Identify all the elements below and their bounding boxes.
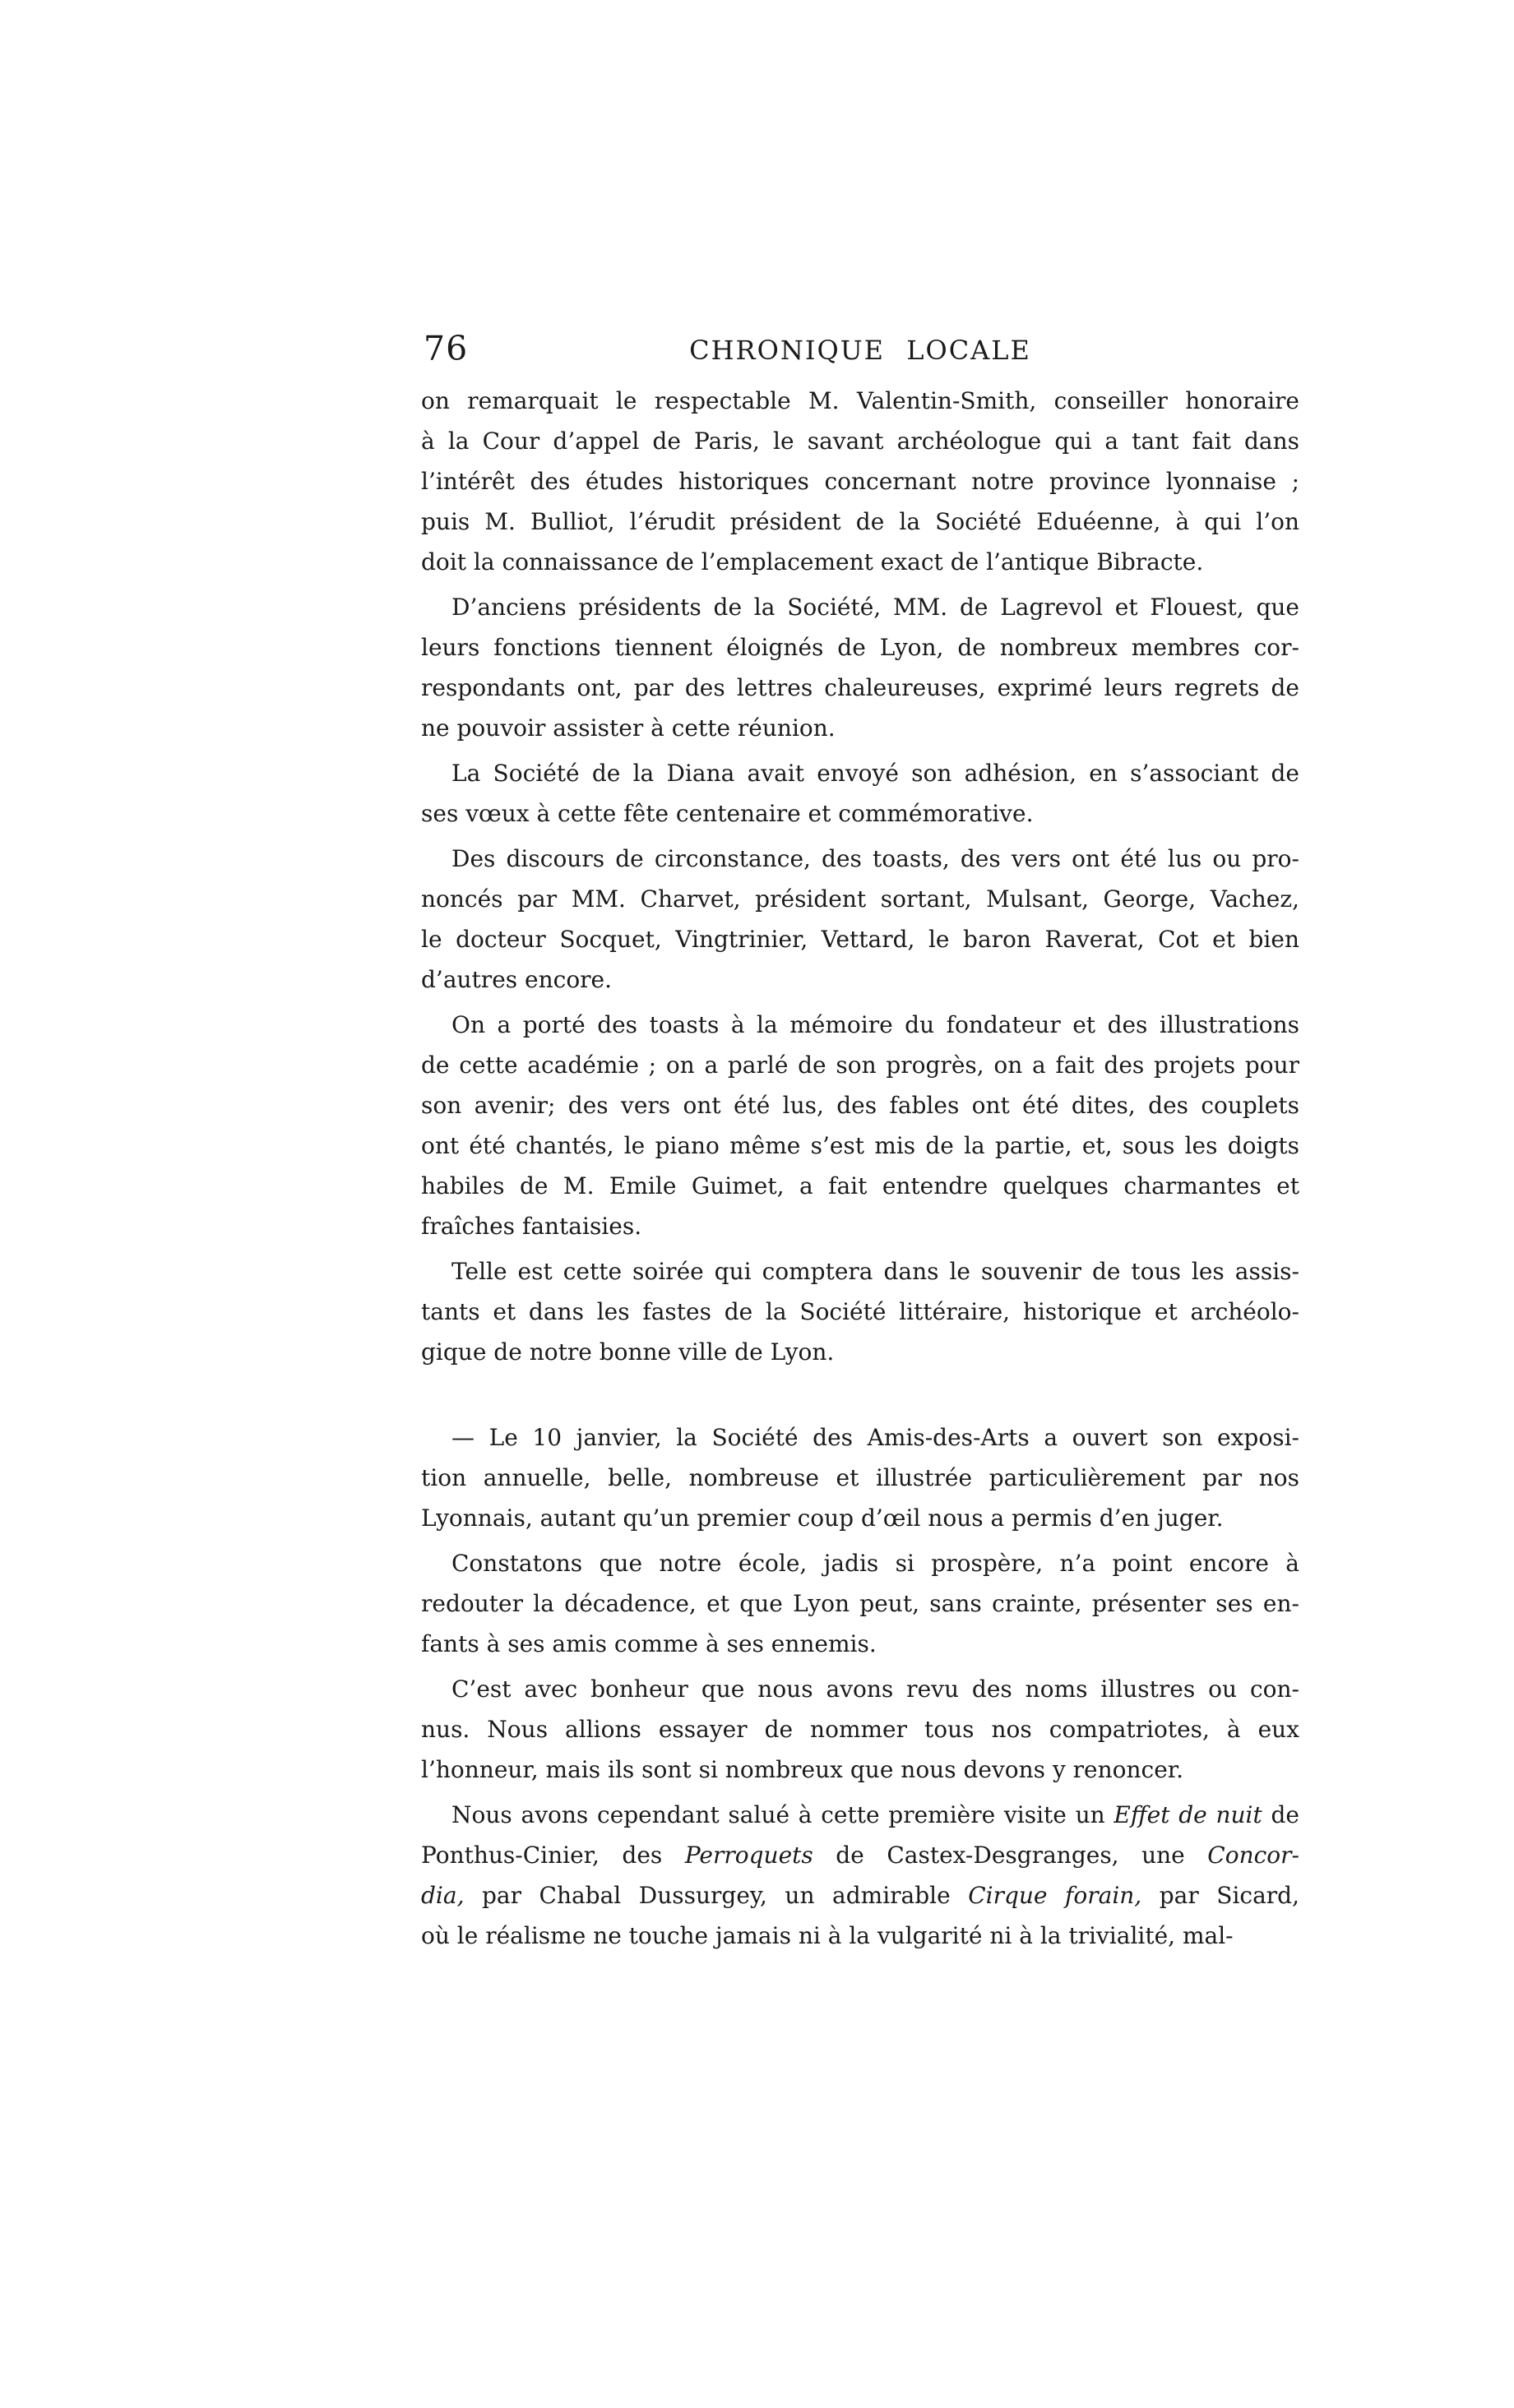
page-number: 76 bbox=[424, 329, 469, 368]
text-line: on remarquait le respectable M. Valentin-Smith, conseiller honoraire bbox=[421, 387, 1299, 414]
text-line: ne pouvoir assister à cette réunion. bbox=[421, 714, 836, 742]
paragraph bbox=[421, 1669, 1299, 1790]
text-line: — Le 10 janvier, la Société des Amis-des-Arts a ouvert son exposi- bbox=[451, 1424, 1299, 1451]
text-line: redouter la décadence, et que Lyon peut, sans crainte, présenter ses en- bbox=[421, 1590, 1299, 1617]
paragraph bbox=[421, 1251, 1299, 1372]
text-line: Ponthus-Cinier, des Perroquets de Castex-Desgranges, une Concor- bbox=[421, 1842, 1299, 1869]
text-line: dia, par Chabal Dussurgey, un admirable Cirque forain, par Sicard, bbox=[421, 1882, 1299, 1909]
text-line: habiles de M. Emile Guimet, a fait entendre quelques charmantes et bbox=[421, 1172, 1299, 1199]
text-line: l’intérêt des études historiques concernant notre province lyonnaise ; bbox=[421, 468, 1299, 495]
text-line: Nous avons cependant salué à cette première visite un Effet de nuit de bbox=[451, 1801, 1299, 1828]
running-header-title: CHRONIQUE LOCALE bbox=[689, 335, 1031, 366]
text-line: à la Cour d’appel de Paris, le savant archéologue qui a tant fait dans bbox=[421, 428, 1299, 455]
paragraph bbox=[421, 1005, 1299, 1246]
text-line: puis M. Bulliot, l’érudit président de la Société Eduéenne, à qui l’on bbox=[421, 508, 1299, 535]
paragraph bbox=[421, 1795, 1299, 1956]
text-line: où le réalisme ne touche jamais ni à la vulgarité ni à la trivialité, mal- bbox=[421, 1922, 1234, 1949]
text-line: doit la connaissance de l’emplacement exact de l’antique Bibracte. bbox=[421, 548, 1204, 575]
paragraph bbox=[421, 587, 1299, 748]
text-line: son avenir; des vers ont été lus, des fables ont été dites, des couplets bbox=[421, 1092, 1299, 1119]
text-line: gique de notre bonne ville de Lyon. bbox=[421, 1338, 835, 1366]
text-line: On a porté des toasts à la mémoire du fondateur et des illustrations bbox=[451, 1011, 1299, 1038]
text-line: ont été chantés, le piano même s’est mis de la partie, et, sous les doigts bbox=[421, 1132, 1299, 1159]
paragraph bbox=[421, 753, 1299, 834]
paragraph bbox=[421, 839, 1299, 1000]
text-line: C’est avec bonheur que nous avons revu des noms illustres ou con- bbox=[451, 1675, 1299, 1703]
text-line: de cette académie ; on a parlé de son progrès, on a fait des projets pour bbox=[421, 1051, 1299, 1079]
text-line: Des discours de circonstance, des toasts, des vers ont été lus ou pro- bbox=[451, 845, 1299, 872]
text-line: ses vœux à cette fête centenaire et commémorative. bbox=[421, 800, 1034, 827]
text-line: tants et dans les fastes de la Société littéraire, historique et archéolo- bbox=[421, 1298, 1299, 1325]
text-line: leurs fonctions tiennent éloignés de Lyon, de nombreux membres cor- bbox=[421, 634, 1299, 661]
text-line: fants à ses amis comme à ses ennemis. bbox=[421, 1630, 877, 1657]
text-line: nus. Nous allions essayer de nommer tous nos compatriotes, à eux bbox=[421, 1716, 1299, 1743]
text-line: Telle est cette soirée qui comptera dans le souvenir de tous les assis- bbox=[451, 1258, 1299, 1285]
text-line: noncés par MM. Charvet, président sortant, Mulsant, George, Vachez, bbox=[421, 885, 1299, 913]
text-line: respondants ont, par des lettres chaleureuses, exprimé leurs regrets de bbox=[421, 674, 1299, 701]
paragraph bbox=[421, 381, 1299, 582]
text-line: La Société de la Diana avait envoyé son adhésion, en s’associant de bbox=[451, 760, 1299, 787]
text-line: D’anciens présidents de la Société, MM. de Lagrevol et Flouest, que bbox=[451, 594, 1299, 621]
text-line: fraîches fantaisies. bbox=[421, 1213, 642, 1240]
text-line: Lyonnais, autant qu’un premier coup d’œil nous a permis d’en juger. bbox=[421, 1504, 1224, 1532]
text-line: Constatons que notre école, jadis si prospère, n’a point encore à bbox=[451, 1550, 1299, 1577]
text-line: d’autres encore. bbox=[421, 966, 613, 993]
page-text bbox=[421, 381, 1299, 1956]
paragraph bbox=[421, 1543, 1299, 1664]
text-line: tion annuelle, belle, nombreuse et illustrée particulièrement par nos bbox=[421, 1464, 1299, 1491]
text-line: le docteur Socquet, Vingtrinier, Vettard, le baron Raverat, Cot et bien bbox=[421, 926, 1299, 953]
text-line: l’honneur, mais ils sont si nombreux que nous devons y renoncer. bbox=[421, 1756, 1184, 1783]
paragraph bbox=[421, 1417, 1299, 1538]
